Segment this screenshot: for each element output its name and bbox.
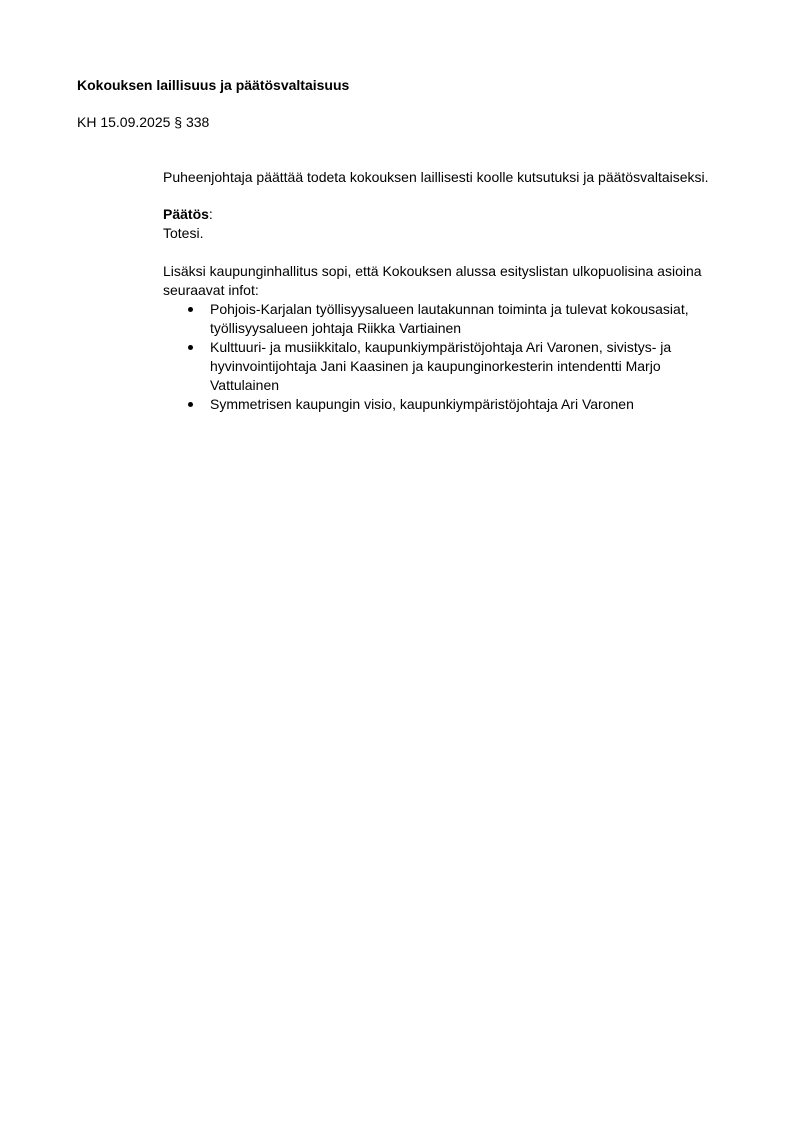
list-item (163, 338, 730, 395)
info-list (163, 300, 743, 414)
bullet-icon (188, 307, 193, 312)
decision-body (163, 168, 743, 414)
list-item (163, 395, 730, 414)
bullet-icon (188, 345, 193, 350)
list-item-text: Kulttuuri- ja musiikkitalo, kaupunkiympäristöjohtaja Ari Varonen, sivistys- ja hyvinvointijohtaja Jani Kaasinen ja kaupunginorkesterin intendentti Marjo Vattulainen (210, 339, 672, 393)
bullet-icon (188, 402, 193, 407)
decision-heading (163, 205, 743, 224)
additional-intro: Lisäksi kaupunginhallitus sopi, että Kokouksen alussa esityslistan ulkopuolisina asioina seuraavat infot: (163, 263, 702, 298)
list-item-text: Symmetrisen kaupungin visio, kaupunkiympäristöjohtaja Ari Varonen (210, 396, 634, 412)
decision-text: Totesi. (163, 225, 204, 241)
list-item (163, 300, 730, 338)
proposal-text: Puheenjohtaja päättää todeta kokouksen laillisesti koolle kutsutuksi ja päätösvaltaiseksi. (163, 169, 709, 185)
page-title: Kokouksen laillisuus ja päätösvaltaisuus (77, 77, 350, 93)
list-item-text: Pohjois-Karjalan työllisyysalueen lautakunnan toiminta ja tulevat kokousasiat, työllisyysalueen johtaja Riikka Vartiainen (210, 301, 689, 336)
decision-colon: : (208, 206, 213, 222)
meeting-reference: KH 15.09.2025 § 338 (77, 114, 210, 130)
decision-label: Päätös (163, 206, 209, 222)
